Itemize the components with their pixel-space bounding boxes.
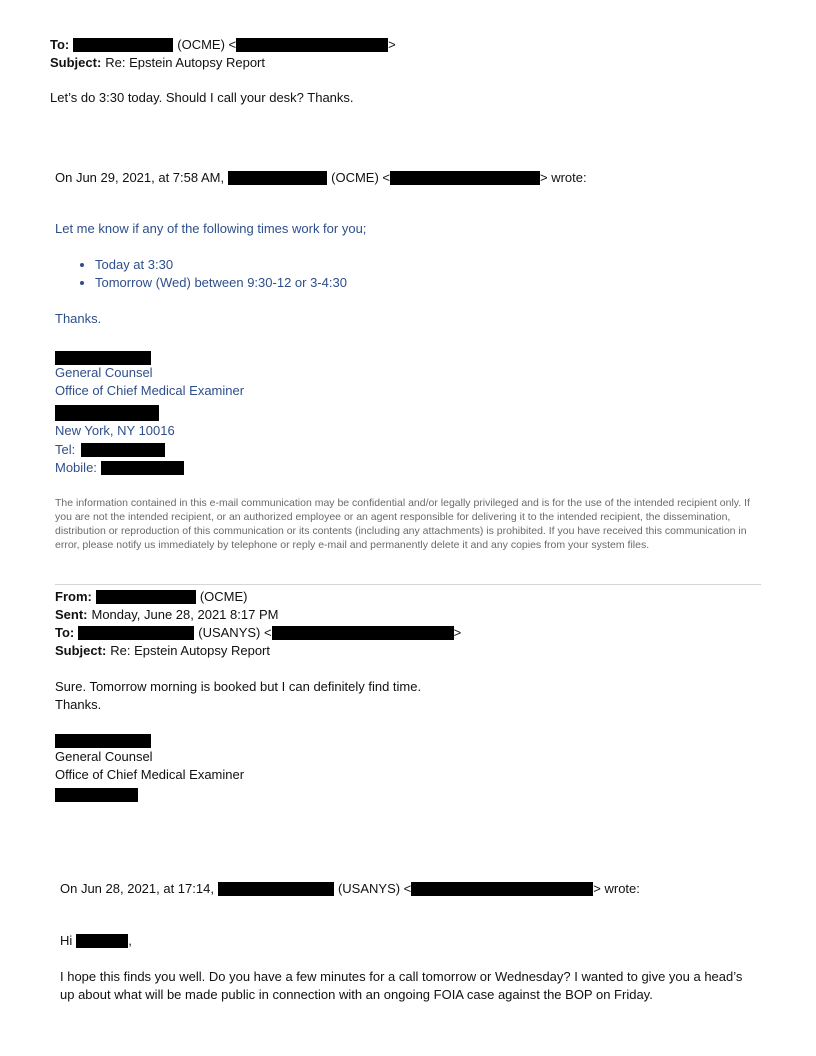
quote2-greeting	[60, 933, 132, 949]
redaction-bar	[236, 38, 388, 52]
redaction-bar	[55, 788, 138, 802]
quote-thanks: Thanks.	[55, 311, 102, 326]
confidentiality-disclaimer: The information contained in this e-mail communication may be confidential and/or legally privileged and is for the use of the intended recipient only. If you are not the intended recipient, or an authorized employee or an agent responsible for delivering it to the intended recipient, the dissemination, distribution or reproduction of this communication or its contents (including any attachments) is prohibited. If you have received this communication in error, please notify us immediately by telephone or reply e-mail and permanently delete it and any copies from your system files.	[55, 497, 750, 551]
message2-from-line	[55, 589, 248, 605]
subject-label: Subject:	[50, 55, 102, 70]
redaction-bar	[73, 38, 173, 52]
signature-city: New York, NY 10016	[55, 423, 175, 438]
list-item: • Tomorrow (Wed) between 9:30-12 or 3-4:30	[95, 274, 347, 292]
quote2-intro-org: (USANYS) <	[337, 881, 412, 896]
subject-value: Re: Epstein Autopsy Report	[105, 55, 265, 70]
signature-name-redacted	[55, 349, 151, 365]
redaction-bar	[81, 443, 165, 457]
redaction-bar	[411, 882, 593, 896]
quote-intro	[55, 170, 587, 186]
to-org: (OCME) <	[177, 37, 237, 52]
signature-mobile	[55, 460, 184, 476]
message2-signature-office: Office of Chief Medical Examiner	[55, 767, 245, 782]
mobile-label: Mobile:	[55, 460, 97, 475]
to-org: (USANYS) <	[198, 625, 272, 640]
message2-signature-name-redacted	[55, 732, 151, 748]
redaction-bar	[78, 626, 194, 640]
greeting-comma: ,	[128, 933, 132, 948]
to-label: To:	[55, 625, 75, 640]
header-to-line	[50, 37, 396, 53]
redaction-bar	[96, 590, 196, 604]
message2-signature-address-redacted	[55, 786, 138, 802]
list-item: • Today at 3:30	[95, 256, 347, 274]
to-label: To:	[50, 37, 70, 52]
greeting-word: Hi	[60, 933, 73, 948]
message2-body-line1: Sure. Tomorrow morning is booked but I can definitely find time.	[55, 679, 422, 694]
sent-label: Sent:	[55, 607, 88, 622]
to-close: >	[388, 37, 396, 52]
signature-title: General Counsel	[55, 365, 153, 380]
quote-ask: Let me know if any of the following times work for you;	[55, 221, 367, 236]
quote-intro-suffix: > wrote:	[540, 170, 587, 185]
times-list	[55, 256, 347, 292]
quote2-body: I hope this finds you well. Do you have a few minutes for a call tomorrow or Wednesday? I wanted to give you a head’s up about what will be made public in connection with an ongoing FOIA case against the BOP on Friday.	[60, 969, 743, 1002]
redaction-bar	[228, 171, 327, 185]
from-org: (OCME)	[199, 589, 248, 604]
redaction-bar	[55, 351, 151, 365]
reply-body: Let’s do 3:30 today. Should I call your desk? Thanks.	[50, 90, 354, 105]
signature-address-redacted	[55, 404, 159, 421]
quote2-intro-prefix: On Jun 28, 2021, at 17:14,	[60, 881, 214, 896]
subject-value: Re: Epstein Autopsy Report	[110, 643, 270, 658]
tel-label: Tel:	[55, 442, 76, 457]
quote-intro-prefix: On Jun 29, 2021, at 7:58 AM,	[55, 170, 225, 185]
quote-intro-org: (OCME) <	[331, 170, 390, 185]
header-subject-line	[50, 55, 265, 71]
message2-subject-line	[55, 643, 270, 659]
sent-value: Monday, June 28, 2021 8:17 PM	[91, 607, 279, 622]
to-close: >	[453, 625, 462, 640]
message2-body-line2: Thanks.	[55, 697, 102, 712]
message-divider	[55, 584, 761, 585]
redaction-bar	[76, 934, 128, 948]
redaction-bar	[272, 626, 454, 640]
quote2-intro	[60, 881, 640, 897]
quote2-intro-suffix: > wrote:	[593, 881, 640, 896]
message2-signature-title: General Counsel	[55, 749, 153, 764]
redaction-bar	[390, 171, 540, 185]
redaction-bar	[55, 405, 159, 421]
redaction-bar	[218, 882, 334, 896]
subject-label: Subject:	[55, 643, 107, 658]
signature-office: Office of Chief Medical Examiner	[55, 383, 245, 398]
signature-tel	[55, 442, 165, 458]
from-label: From:	[55, 589, 92, 604]
redaction-bar	[55, 734, 151, 748]
message2-sent-line	[55, 607, 278, 623]
message2-to-line	[55, 625, 461, 641]
redaction-bar	[101, 461, 184, 475]
